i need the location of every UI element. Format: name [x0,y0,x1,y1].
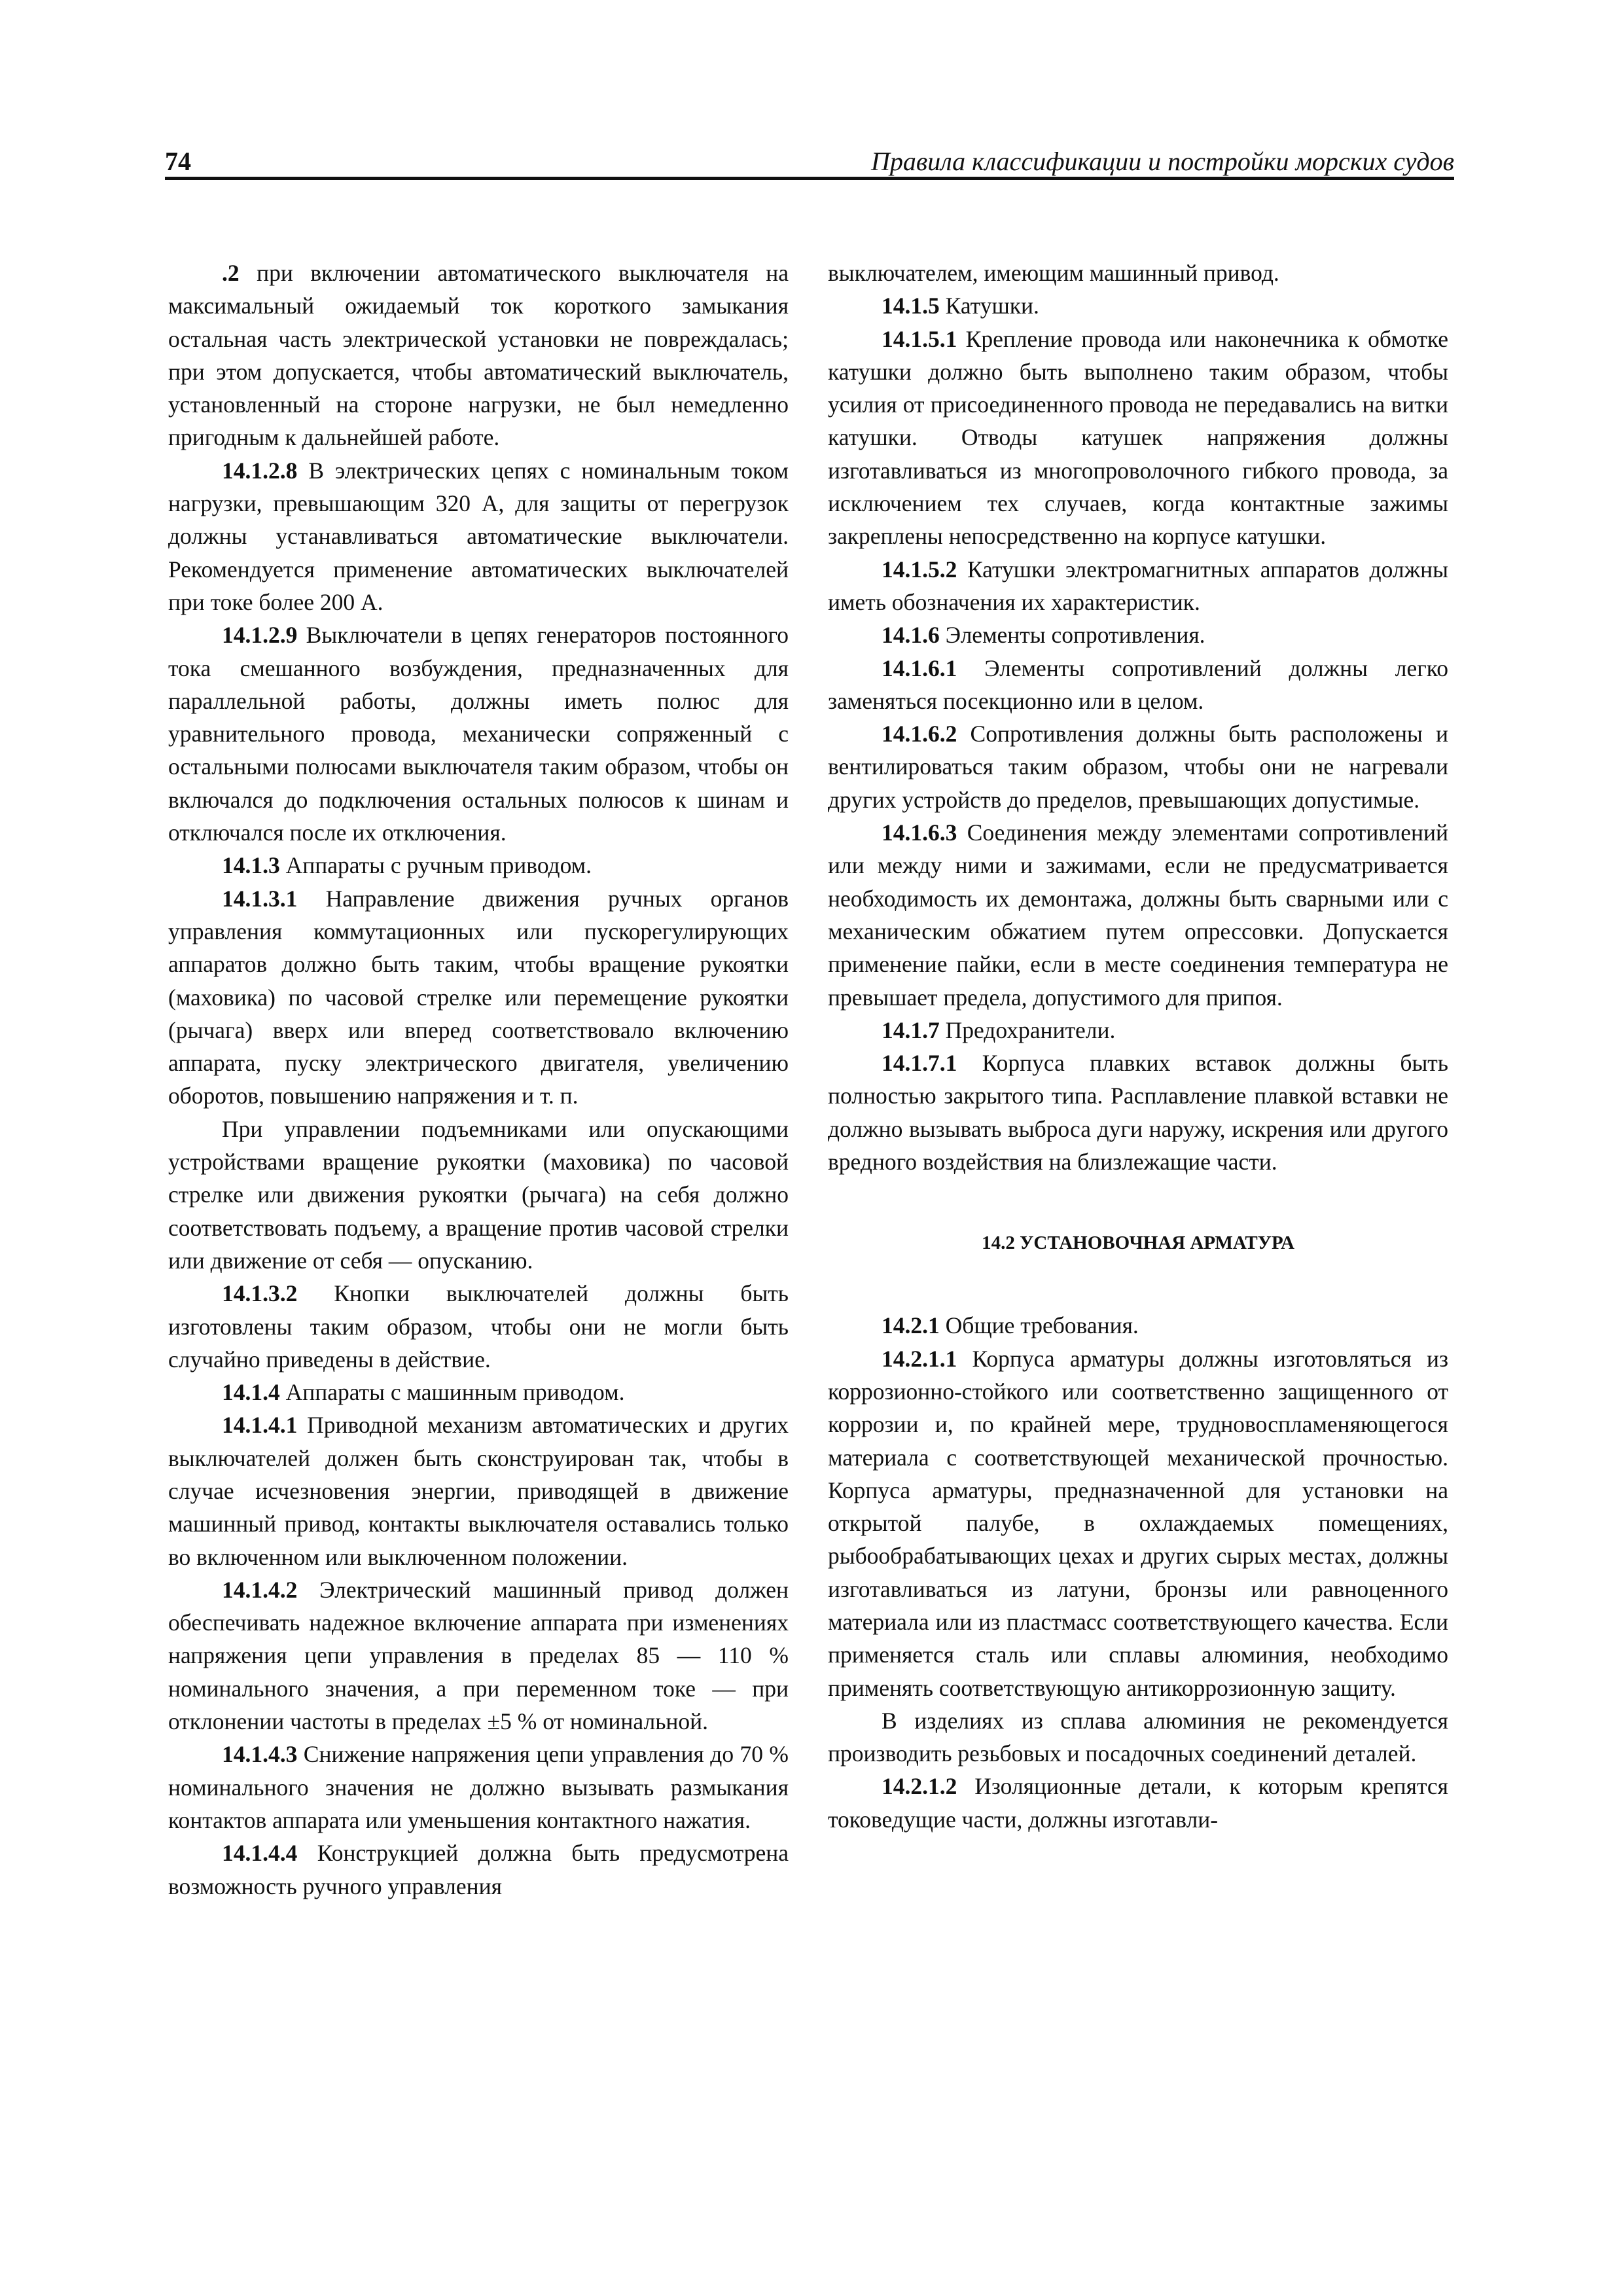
subsection-heading [828,1309,1448,1342]
paragraph [828,553,1448,619]
section-title: 14.2 УСТАНОВОЧНАЯ АРМАТУРА [982,1232,1294,1254]
subsection-heading [828,619,1448,651]
paragraph [828,652,1448,718]
paragraph [168,1837,789,1903]
clause-number: 14.1.6.2 [882,721,957,747]
heading-text: Аппараты с ручным приводом. [279,852,592,879]
heading-text: Аппараты с машинным приводом. [279,1379,625,1406]
paragraph [828,1342,1448,1704]
paragraph [168,619,789,849]
paragraph [168,1408,789,1573]
paragraph [168,1573,789,1738]
clause-number: 14.1.3.2 [222,1280,298,1307]
clause-number: 14.1.6 [882,622,940,649]
paragraph-text: Соединения между элементами сопротивлений или между ними и зажимами, если не предусматривается необходимость их демонтажа, должны быть сварными или с механическим обжатием путем опрессовки. Допускается применение пайки, если в месте соединения температура не превышает предела, допустимого для припоя. [828,819,1448,1011]
paragraph-text: Катушки электромагнитных аппаратов должны иметь обозначения их характеристик. [828,556,1448,615]
paragraph-text: Изоляционные детали, к которым крепятся токоведущие части, должны изготавли- [828,1773,1448,1833]
paragraph [168,257,789,454]
clause-number: 14.2.1.1 [882,1345,957,1372]
paragraph-text: при включении автоматического выключателя на максимальный ожидаемый ток короткого замыкания остальная часть электрической установки не повреждалась; при этом допускается, чтобы автоматический выключатель, установленный на стороне нагрузки, не был немедленно пригодным к дальнейшей работе. [168,260,789,451]
clause-number: 14.1.2.8 [222,457,298,484]
clause-number: 14.1.5 [882,293,940,319]
subsection-heading [828,1014,1448,1047]
paragraph-text: Элементы сопротивлений должны легко заменяться посекционно или в целом. [828,655,1448,714]
paragraph [828,1770,1448,1836]
paragraph [828,323,1448,553]
heading-text: Катушки. [939,293,1039,319]
paragraph-text: В электрических цепях с номинальным током нагрузки, превышающим 320 А, для защиты от перегрузок должны устанавливаться автоматические выключатели. Рекомендуется применение автоматических выключателей при токе более 200 А. [168,457,789,615]
paragraph [168,1277,789,1376]
paragraph [828,1704,1448,1770]
paragraph [828,717,1448,816]
clause-number: 14.2.1 [882,1312,940,1339]
clause-number: 14.1.3.1 [222,885,298,912]
subsection-heading [168,1376,789,1408]
paragraph-text: выключателем, имеющим машинный привод. [828,260,1279,286]
paragraph [168,882,789,1113]
paragraph-text: Крепление провода или наконечника к обмотке катушки должно быть выполнено таким образом, чтобы усилия от присоединенного провода не передавались на витки катушки. Отводы катушек напряжения должны изготавливаться из многопроволочного гибкого провода, за исключением тех случаев, когда контактные зажимы закреплены непосредственно на корпусе катушки. [828,325,1448,550]
left-column [168,257,789,1903]
paragraph-text: При управлении подъемниками или опускающими устройствами вращение рукоятки (маховика) по часовой стрелке или движения рукоятки (рычага) на себя должно соответствовать подъему, а вращение против часовой стрелки или движение от себя — опусканию. [168,1115,789,1274]
right-column [828,257,1448,1836]
clause-number: 14.1.4.4 [222,1840,298,1867]
paragraph-text: Корпуса арматуры должны изготовляться из коррозионно-стойкого или соответственно защищенного от коррозии и, по крайней мере, трудновоспламеняющегося материала с соответствующей механической прочностью. Корпуса арматуры, предназначенной для установки на открытой палубе, в охлаждаемых помещениях, рыбообрабатывающих цехах и других сырых местах, должны изготавливаться из латуни, бронзы или равноценного материала или из пластмасс соответствующего качества. Если применяется сталь или сплавы алюминия, необходимо применять соответствующую антикоррозионную защиту. [828,1345,1448,1701]
clause-number: 14.1.6.1 [882,655,957,681]
paragraph [168,1113,789,1277]
clause-number: 14.1.4 [222,1379,280,1406]
heading-text: Предохранители. [939,1016,1116,1043]
subsection-heading [168,849,789,882]
clause-number: 14.1.5.2 [882,556,957,583]
paragraph-text: Конструкцией должна быть предусмотрена возможность ручного управления [168,1840,789,1899]
header-rule [165,177,1454,180]
clause-number: 14.1.2.9 [222,622,298,649]
clause-number: 14.1.7.1 [882,1050,957,1077]
paragraph-text: Приводной механизм автоматических и других выключателей должен быть сконструирован так, чтобы в случае исчезновения энергии, приводящей в движение машинный привод, контакты выключателя оставались только во включенном или выключенном положении. [168,1412,789,1570]
heading-text: Элементы сопротивления. [939,622,1205,649]
clause-number: 14.1.6.3 [882,819,957,846]
clause-number: 14.2.1.2 [882,1773,957,1800]
paragraph [168,454,789,619]
paragraph [828,257,1448,289]
paragraph [168,1738,789,1837]
clause-number: 14.1.3 [222,852,280,879]
subsection-heading [828,289,1448,322]
paragraph-text: Электрический машинный привод должен обеспечивать надежное включение аппарата при изменениях напряжения цепи управления в пределах 85 — 110 % номинального значения, а при переменном токе — при отклонении частоты в пределах ±5 % от номинальной. [168,1576,789,1735]
paragraph-text: Сопротивления должны быть расположены и вентилироваться таким образом, чтобы они не нагревали других устройств до пределов, превышающих допустимые. [828,721,1448,813]
paragraph-text: Корпуса плавких вставок должны быть полностью закрытого типа. Расплавление плавкой вставки не должно вызывать выброса дуги наружу, искрения или другого вредного воздействия на близлежащие части. [828,1050,1448,1175]
paragraph-text: Снижение напряжения цепи управления до 70 % номинального значения не должно вызывать размыкания контактов аппарата или уменьшения контактного нажатия. [168,1741,789,1833]
paragraph-text: Выключатели в цепях генераторов постоянного тока смешанного возбуждения, предназначенных для параллельной работы, должны иметь полюс для уравнительного провода, механически сопряженный с остальными полюсами выключателя таким образом, чтобы он включался до подключения остальных полюсов к шинам и отключался после их отключения. [168,622,789,846]
running-title: Правила классификации и постройки морских судов [870,147,1454,176]
clause-number: 14.1.5.1 [882,325,957,352]
clause-number: 14.1.4.2 [222,1576,298,1603]
paragraph-text: Направление движения ручных органов управления коммутационных или пускорегулирующих аппаратов должно быть таким, чтобы вращение рукоятки (маховика) по часовой стрелке или перемещение рукоятки (рычага) вверх или вперед соответствовало включению аппарата, пуску электрического двигателя, увеличению оборотов, повышению напряжения и т. п. [168,885,789,1109]
clause-number: 14.1.7 [882,1016,940,1043]
clause-number: .2 [222,260,240,286]
clause-number: 14.1.4.3 [222,1741,298,1768]
page-number: 74 [165,147,191,176]
paragraph-text: В изделиях из сплава алюминия не рекомендуется производить резьбовых и посадочных соединений деталей. [828,1707,1448,1767]
heading-text: Общие требования. [939,1312,1139,1339]
paragraph [828,1047,1448,1178]
paragraph-text: Кнопки выключателей должны быть изготовлены таким образом, чтобы они не могли быть случайно приведены в действие. [168,1280,789,1372]
clause-number: 14.1.4.1 [222,1412,298,1439]
paragraph [828,816,1448,1014]
